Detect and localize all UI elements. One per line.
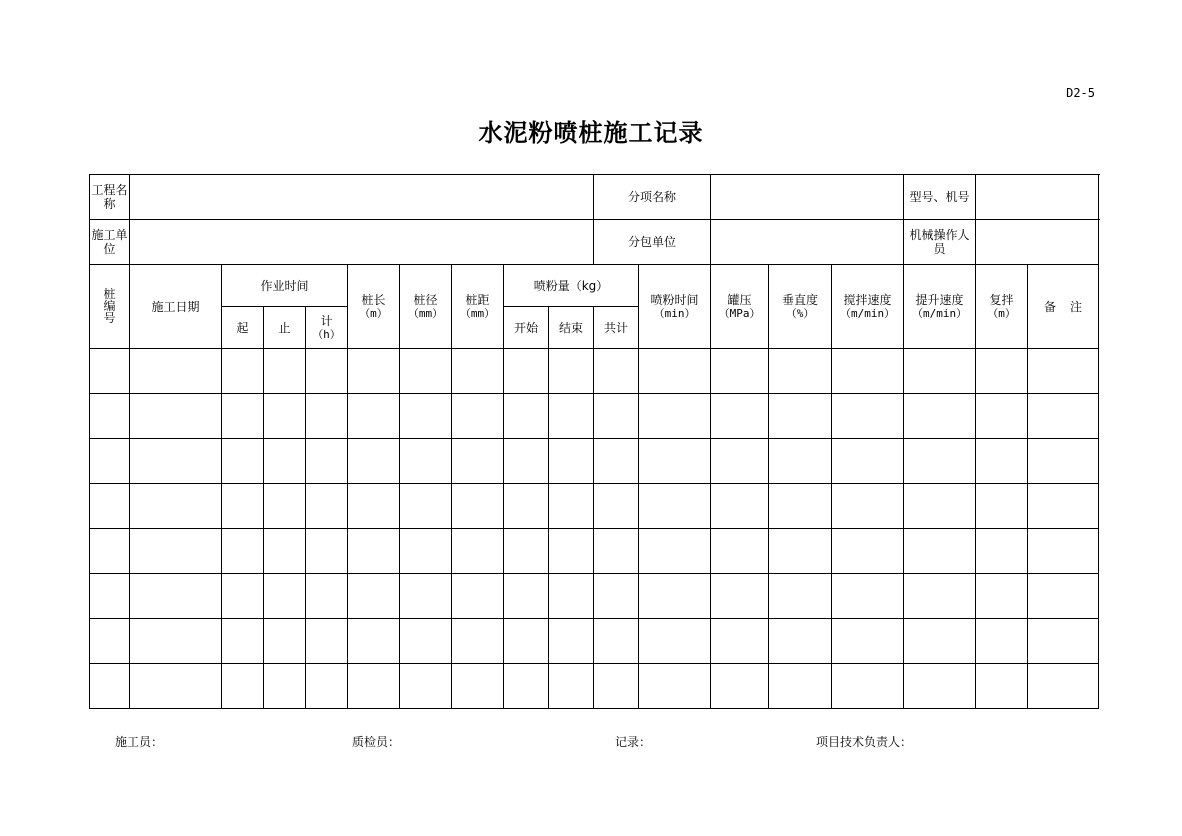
table-cell[interactable] [769, 394, 832, 439]
table-cell[interactable] [400, 484, 452, 529]
table-cell[interactable] [549, 484, 594, 529]
page-title: 水泥粉喷桩施工记录 [478, 119, 704, 147]
col-start: 起 [222, 307, 264, 349]
col-pile-spacing: 桩距 （mm） [452, 265, 504, 349]
table-row [90, 664, 1099, 709]
table-row [90, 619, 1099, 664]
table-cell[interactable] [769, 349, 832, 394]
table-cell[interactable] [594, 394, 639, 439]
table-cell[interactable] [130, 619, 222, 664]
table-cell[interactable] [452, 664, 504, 709]
table-cell[interactable] [264, 664, 306, 709]
table-cell[interactable] [400, 664, 452, 709]
table-cell[interactable] [1028, 484, 1099, 529]
table-cell[interactable] [348, 529, 400, 574]
table-cell[interactable] [130, 349, 222, 394]
table-cell[interactable] [452, 574, 504, 619]
table-cell[interactable] [264, 529, 306, 574]
table-cell[interactable] [711, 349, 769, 394]
table-row [90, 394, 1099, 439]
table-cell[interactable] [976, 574, 1028, 619]
table-cell[interactable] [400, 349, 452, 394]
table-cell[interactable] [452, 394, 504, 439]
table-cell[interactable] [832, 619, 904, 664]
table-cell[interactable] [769, 484, 832, 529]
table-cell[interactable] [711, 484, 769, 529]
table-cell[interactable] [549, 529, 594, 574]
table-cell[interactable] [306, 529, 348, 574]
table-cell[interactable] [452, 484, 504, 529]
table-cell[interactable] [976, 529, 1028, 574]
table-cell[interactable] [594, 664, 639, 709]
table-cell[interactable] [639, 529, 711, 574]
table-cell[interactable] [832, 529, 904, 574]
col-tank-pressure: 罐压 （MPa） [711, 265, 769, 349]
table-cell[interactable] [549, 619, 594, 664]
table-cell[interactable] [264, 439, 306, 484]
table-cell[interactable] [90, 484, 130, 529]
table-cell[interactable] [904, 619, 976, 664]
subcontractor-field[interactable] [711, 220, 904, 265]
col-spray-amount: 喷粉量（kg） [504, 265, 639, 307]
table-cell[interactable] [769, 574, 832, 619]
table-cell[interactable] [264, 619, 306, 664]
table-cell[interactable] [904, 664, 976, 709]
operator-field[interactable] [976, 220, 1099, 265]
table-cell[interactable] [976, 349, 1028, 394]
table-cell[interactable] [832, 394, 904, 439]
table-cell[interactable] [306, 484, 348, 529]
table-cell[interactable] [90, 619, 130, 664]
table-cell[interactable] [832, 439, 904, 484]
col-remarks: 备注 [1028, 265, 1099, 349]
table-row [90, 574, 1099, 619]
col-mixing-speed: 搅拌速度 （m/min） [832, 265, 904, 349]
contractor-field[interactable] [130, 220, 594, 265]
table-cell[interactable] [904, 349, 976, 394]
col-work-time: 作业时间 [222, 265, 348, 307]
table-row [90, 349, 1099, 394]
col-total-hours: 计 （h） [306, 307, 348, 349]
col-stop: 止 [264, 307, 306, 349]
signature-inspector: 质检员： [352, 735, 401, 749]
table-cell[interactable] [976, 619, 1028, 664]
table-cell[interactable] [90, 574, 130, 619]
col-spray-total: 共计 [594, 307, 639, 349]
operator-label: 机械操作人员 [904, 220, 976, 265]
table-cell[interactable] [976, 664, 1028, 709]
table-cell[interactable] [549, 439, 594, 484]
table-cell[interactable] [504, 664, 549, 709]
table-cell[interactable] [594, 529, 639, 574]
table-cell[interactable] [452, 439, 504, 484]
table-cell[interactable] [639, 574, 711, 619]
table-cell[interactable] [832, 484, 904, 529]
table-cell[interactable] [832, 349, 904, 394]
table-cell[interactable] [306, 574, 348, 619]
col-date: 施工日期 [130, 265, 222, 349]
table-cell[interactable] [504, 574, 549, 619]
table-cell[interactable] [264, 394, 306, 439]
table-cell[interactable] [306, 619, 348, 664]
table-cell[interactable] [400, 574, 452, 619]
table-cell[interactable] [904, 394, 976, 439]
data-rows [90, 349, 1099, 709]
table-cell[interactable] [130, 664, 222, 709]
signature-recorder: 记录： [615, 735, 652, 749]
table-cell[interactable] [130, 484, 222, 529]
table-cell[interactable] [639, 394, 711, 439]
table-cell[interactable] [976, 484, 1028, 529]
table-cell[interactable] [306, 349, 348, 394]
table-cell[interactable] [769, 664, 832, 709]
table-cell[interactable] [504, 529, 549, 574]
table-cell[interactable] [549, 664, 594, 709]
table-cell[interactable] [1028, 394, 1099, 439]
subitem-name-field[interactable] [711, 175, 904, 220]
record-table [89, 174, 1099, 709]
table-cell[interactable] [348, 664, 400, 709]
table-cell[interactable] [348, 439, 400, 484]
signature-constructor: 施工员： [115, 735, 164, 749]
table-cell[interactable] [222, 439, 264, 484]
col-verticality: 垂直度 （%） [769, 265, 832, 349]
table-cell[interactable] [222, 574, 264, 619]
table-cell[interactable] [504, 394, 549, 439]
table-cell[interactable] [348, 619, 400, 664]
table-cell[interactable] [400, 619, 452, 664]
table-cell[interactable] [1028, 574, 1099, 619]
table-cell[interactable] [222, 664, 264, 709]
table-cell[interactable] [264, 349, 306, 394]
table-cell[interactable] [400, 529, 452, 574]
table-cell[interactable] [504, 619, 549, 664]
subitem-name-label: 分项名称 [594, 175, 711, 220]
col-spray-time: 喷粉时间 （min） [639, 265, 711, 349]
table-cell[interactable] [976, 439, 1028, 484]
table-cell[interactable] [639, 484, 711, 529]
table-cell[interactable] [400, 394, 452, 439]
table-cell[interactable] [832, 664, 904, 709]
table-cell[interactable] [1028, 529, 1099, 574]
table-cell[interactable] [769, 529, 832, 574]
table-cell[interactable] [264, 484, 306, 529]
table-cell[interactable] [904, 529, 976, 574]
table-cell[interactable] [549, 349, 594, 394]
table-cell[interactable] [452, 529, 504, 574]
table-cell[interactable] [832, 574, 904, 619]
table-cell[interactable] [90, 529, 130, 574]
col-spray-start: 开始 [504, 307, 549, 349]
table-cell[interactable] [904, 439, 976, 484]
table-cell[interactable] [639, 619, 711, 664]
signature-tech-lead: 项目技术负责人： [816, 735, 913, 749]
table-cell[interactable] [594, 574, 639, 619]
table-cell[interactable] [504, 349, 549, 394]
table-cell[interactable] [1028, 619, 1099, 664]
table-cell[interactable] [130, 394, 222, 439]
table-cell[interactable] [904, 484, 976, 529]
table-row [90, 484, 1099, 529]
table-cell[interactable] [594, 619, 639, 664]
table-cell[interactable] [504, 484, 549, 529]
table-cell[interactable] [769, 439, 832, 484]
table-cell[interactable] [769, 619, 832, 664]
table-cell[interactable] [1028, 349, 1099, 394]
contractor-label: 施工单位 [90, 220, 130, 265]
table-cell[interactable] [549, 574, 594, 619]
model-no-field[interactable] [976, 175, 1099, 220]
table-cell[interactable] [711, 574, 769, 619]
table-cell[interactable] [348, 574, 400, 619]
table-cell[interactable] [90, 439, 130, 484]
table-cell[interactable] [711, 664, 769, 709]
table-cell[interactable] [904, 574, 976, 619]
table-cell[interactable] [306, 664, 348, 709]
table-cell[interactable] [594, 439, 639, 484]
table-cell[interactable] [130, 529, 222, 574]
table-row [90, 529, 1099, 574]
table-cell[interactable] [222, 619, 264, 664]
table-cell[interactable] [1028, 439, 1099, 484]
table-cell[interactable] [90, 664, 130, 709]
table-row [90, 439, 1099, 484]
table-cell[interactable] [639, 349, 711, 394]
table-cell[interactable] [130, 439, 222, 484]
table-cell[interactable] [222, 484, 264, 529]
col-pile-diameter: 桩径 （mm） [400, 265, 452, 349]
table-cell[interactable] [348, 349, 400, 394]
table-cell[interactable] [594, 484, 639, 529]
table-cell[interactable] [711, 439, 769, 484]
table-cell[interactable] [711, 529, 769, 574]
table-cell[interactable] [504, 439, 549, 484]
table-cell[interactable] [306, 439, 348, 484]
table-cell[interactable] [639, 664, 711, 709]
table-cell[interactable] [711, 394, 769, 439]
table-cell[interactable] [1028, 664, 1099, 709]
project-name-label: 工程名称 [90, 175, 130, 220]
table-cell[interactable] [976, 394, 1028, 439]
table-cell[interactable] [594, 349, 639, 394]
table-cell[interactable] [90, 394, 130, 439]
table-cell[interactable] [222, 394, 264, 439]
table-cell[interactable] [130, 574, 222, 619]
form-code: D2-5 [1066, 86, 1095, 100]
info-row-2 [90, 220, 1099, 265]
table-cell[interactable] [452, 619, 504, 664]
col-pile-no: 桩编号 [90, 265, 130, 349]
table-cell[interactable] [90, 349, 130, 394]
info-row-1 [90, 175, 1099, 220]
col-lifting-speed: 提升速度 （m/min） [904, 265, 976, 349]
table-cell[interactable] [348, 394, 400, 439]
table-cell[interactable] [711, 619, 769, 664]
column-header-row-1 [90, 265, 1099, 307]
table-cell[interactable] [549, 394, 594, 439]
project-name-field[interactable] [130, 175, 594, 220]
table-cell[interactable] [400, 439, 452, 484]
model-no-label: 型号、机号 [904, 175, 976, 220]
table-cell[interactable] [348, 484, 400, 529]
table-cell[interactable] [639, 439, 711, 484]
col-pile-length: 桩长 （m） [348, 265, 400, 349]
col-spray-end: 结束 [549, 307, 594, 349]
table-cell[interactable] [222, 529, 264, 574]
table-cell[interactable] [452, 349, 504, 394]
subcontractor-label: 分包单位 [594, 220, 711, 265]
table-cell[interactable] [222, 349, 264, 394]
table-cell[interactable] [306, 394, 348, 439]
table-cell[interactable] [264, 574, 306, 619]
col-remix: 复拌 （m） [976, 265, 1028, 349]
